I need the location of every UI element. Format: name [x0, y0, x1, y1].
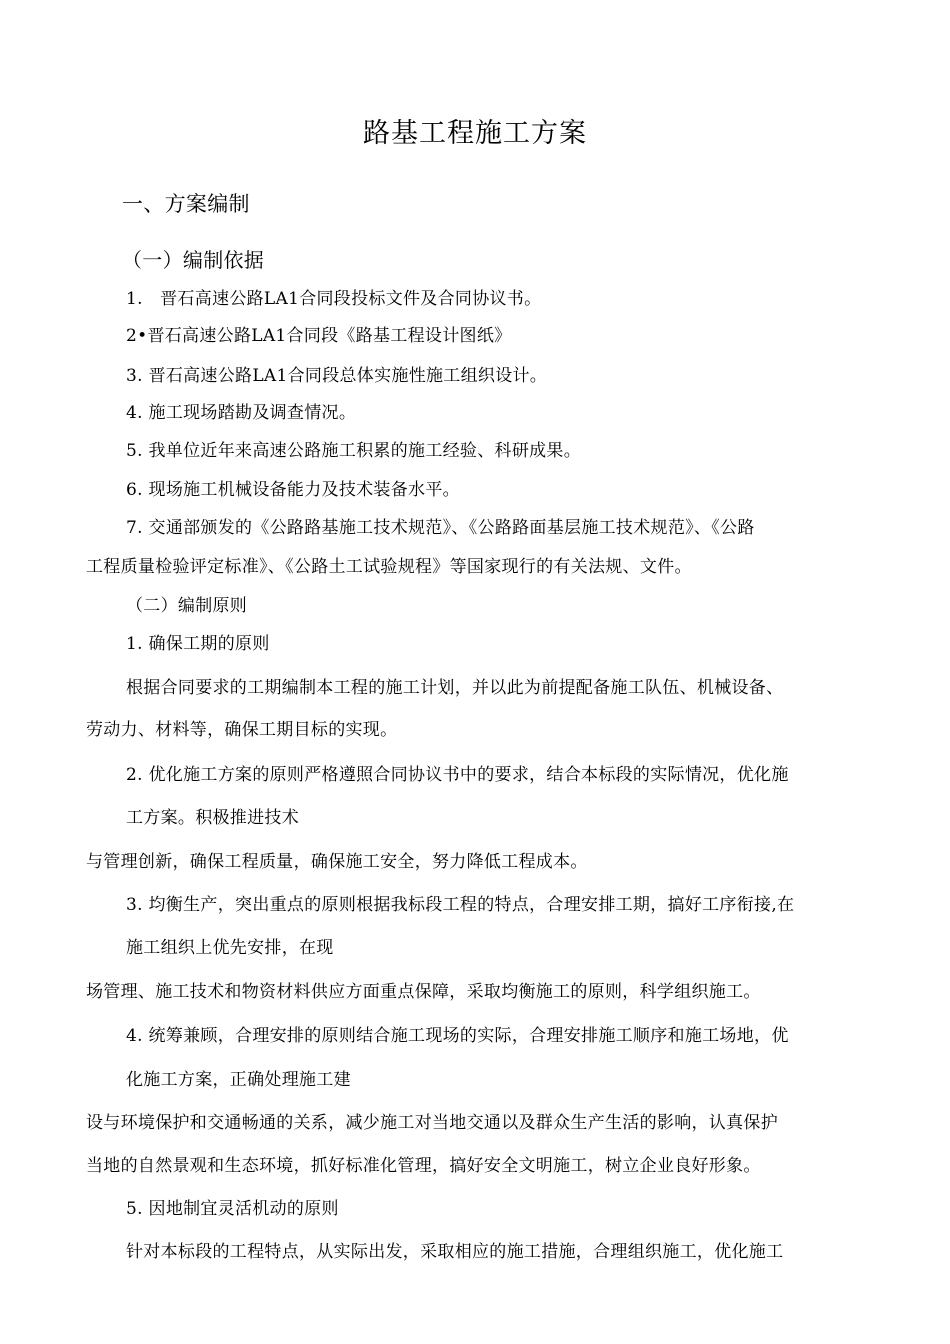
principle-1-text-line2: 劳动力、材料等，确保工期目标的实现。: [86, 720, 398, 740]
principle-1-text-line1: 根据合同要求的工期编制本工程的施工计划，并以此为前提配备施工队伍、机械设备、: [126, 678, 784, 698]
basis-item-2: 2•晋石高速公路LA1合同段《路基工程设计图纸》: [126, 326, 512, 346]
principle-4-line4: 当地的自然景观和生态环境，抓好标准化管理，搞好安全文明施工，树立企业良好形象。: [86, 1156, 761, 1176]
principle-5-heading: 5. 因地制宜灵活机动的原则: [126, 1199, 339, 1219]
principle-2-line2: 工方案。积极推进技术: [126, 808, 299, 828]
document-title: 路基工程施工方案: [363, 118, 587, 149]
basis-item-6: 6. 现场施工机械设备能力及技术装备水平。: [126, 480, 460, 500]
principle-4-line1: 4. 统筹兼顾，合理安排的原则结合施工现场的实际，合理安排施工顺序和施工场地，优: [126, 1026, 789, 1046]
principle-2-line1: 2. 优化施工方案的原则严格遵照合同协议书中的要求，结合本标段的实际情况，优化施: [126, 765, 789, 785]
subsection-heading-basis: （一）编制依据: [122, 248, 265, 272]
section-heading-plan: 一、方案编制: [122, 192, 250, 216]
principle-2-line3: 与管理创新，确保工程质量，确保施工安全，努力降低工程成本。: [86, 852, 588, 872]
basis-item-4: 4. 施工现场踏勘及调查情况。: [126, 403, 357, 423]
principle-3-line3: 场管理、施工技术和物资材料供应方面重点保障，采取均衡施工的原则，科学组织施工。: [86, 982, 761, 1002]
principle-3-line1: 3. 均衡生产，突出重点的原则根据我标段工程的特点，合理安排工期，搞好工序衔接,在: [126, 895, 795, 915]
principle-4-line2: 化施工方案，正确处理施工建: [126, 1070, 351, 1090]
basis-item-3: 3. 晋石高速公路LA1合同段总体实施性施工组织设计。: [126, 366, 548, 386]
basis-item-7-line2: 工程质量检验评定标准》、《公路土工试验规程》等国家现行的有关法规、文件。: [86, 557, 692, 577]
principle-5-text-line1: 针对本标段的工程特点，从实际出发，采取相应的施工措施，合理组织施工，优化施工: [126, 1242, 784, 1262]
principle-3-line2: 施工组织上优先安排，在现: [126, 938, 334, 958]
basis-item-7-line1: 7. 交通部颁发的《公路路基施工技术规范》、《公路路面基层施工技术规范》、《公路: [126, 518, 755, 538]
principle-4-line3: 设与环境保护和交通畅通的关系，减少施工对当地交通以及群众生产生活的影响，认真保护: [86, 1113, 778, 1133]
principle-1-heading: 1. 确保工期的原则: [126, 634, 270, 654]
basis-item-5: 5. 我单位近年来高速公路施工积累的施工经验、科研成果。: [126, 441, 582, 461]
basis-item-1: 1. 晋石高速公路LA1合同段投标文件及合同协议书。: [126, 289, 542, 309]
subsection-heading-principles: （二）编制原则: [126, 596, 248, 616]
